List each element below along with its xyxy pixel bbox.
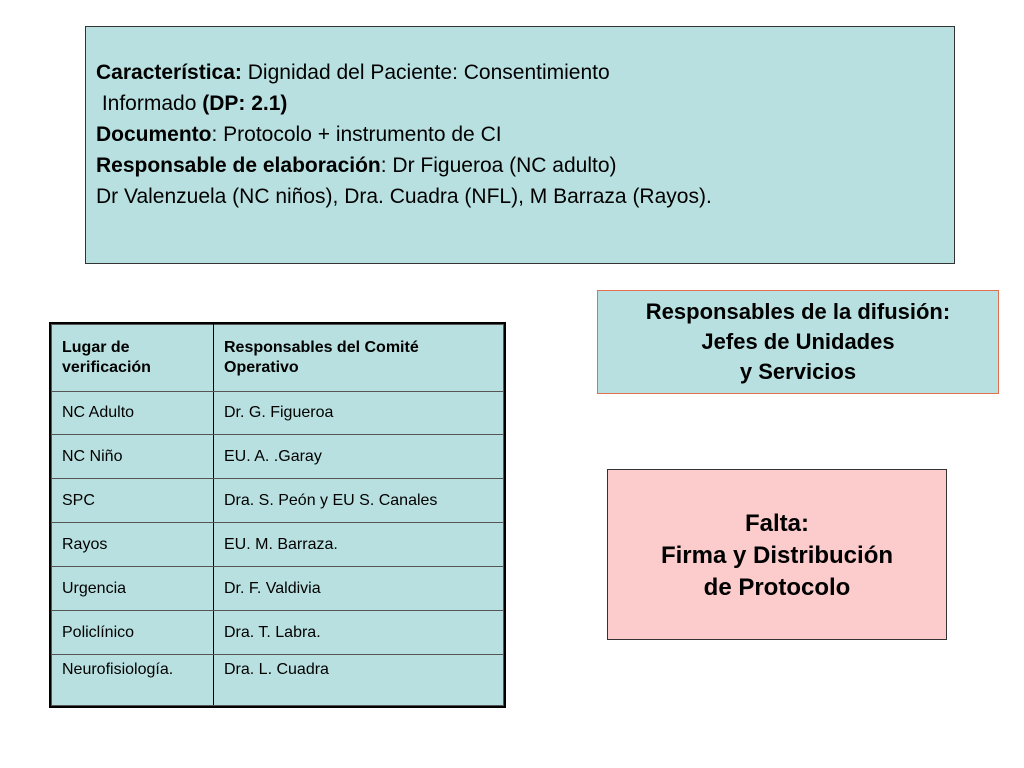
table-cell-responsable: Dr. F. Valdivia <box>214 567 504 611</box>
falta-line-3: de Protocolo <box>703 574 851 601</box>
caracteristica-value: Dignidad del Paciente: Consentimiento <box>241 61 610 84</box>
table-cell-responsable: Dra. S. Peón y EU S. Canales <box>214 479 504 523</box>
table-header-row <box>52 325 504 392</box>
table-row <box>52 567 504 611</box>
header-responsables: Responsables del Comité Operativo <box>214 325 504 392</box>
caracteristica-line <box>96 57 944 88</box>
table-cell-lugar: NC Niño <box>52 435 214 479</box>
table-row <box>52 391 504 435</box>
responsable-value: : Dr Figueroa (NC adulto) <box>380 154 617 177</box>
table-cell-lugar: NC Adulto <box>52 391 214 435</box>
table-row <box>52 435 504 479</box>
documento-line <box>96 119 944 150</box>
difusion-line-3: y Servicios <box>739 359 857 384</box>
responsable-line-2: Dr Valenzuela (NC niños), Dra. Cuadra (NFL), M Barraza (Rayos). <box>96 185 712 208</box>
caracteristica-label: Característica: <box>96 61 242 84</box>
falta-box <box>607 469 947 640</box>
table-cell-lugar: Rayos <box>52 523 214 567</box>
documento-label: Documento <box>96 123 212 146</box>
table-cell-lugar: Policlínico <box>52 611 214 655</box>
table-row <box>52 523 504 567</box>
table-row <box>52 611 504 655</box>
caracteristica-box <box>85 26 955 264</box>
header-lugar: Lugar de verificación <box>52 325 214 392</box>
table-cell-responsable: EU. A. .Garay <box>214 435 504 479</box>
difusion-box <box>597 290 999 394</box>
table-cell-lugar: Urgencia <box>52 567 214 611</box>
falta-line-2: Firma y Distribución <box>660 542 894 569</box>
responsable-line <box>96 150 944 181</box>
table-cell-responsable: Dra. L. Cuadra <box>214 655 504 706</box>
table-row <box>52 479 504 523</box>
table-cell-responsable: EU. M. Barraza. <box>214 523 504 567</box>
informado-line <box>96 88 944 119</box>
table-row <box>52 655 504 706</box>
documento-value: : Protocolo + instrumento de CI <box>211 123 502 146</box>
difusion-title: Responsables de la difusión: <box>645 299 951 324</box>
verification-table <box>49 322 506 708</box>
table-cell-lugar: SPC <box>52 479 214 523</box>
responsables-table <box>51 324 504 706</box>
difusion-line-2: Jefes de Unidades <box>701 329 895 354</box>
table-cell-lugar: Neurofisiología. <box>52 655 214 706</box>
responsable-label: Responsable de elaboración <box>96 154 381 177</box>
table-cell-responsable: Dra. T. Labra. <box>214 611 504 655</box>
falta-title: Falta: <box>744 510 809 537</box>
dp-code: (DP: 2.1) <box>202 92 288 115</box>
informado-text: Informado <box>96 92 203 115</box>
table-cell-responsable: Dr. G. Figueroa <box>214 391 504 435</box>
